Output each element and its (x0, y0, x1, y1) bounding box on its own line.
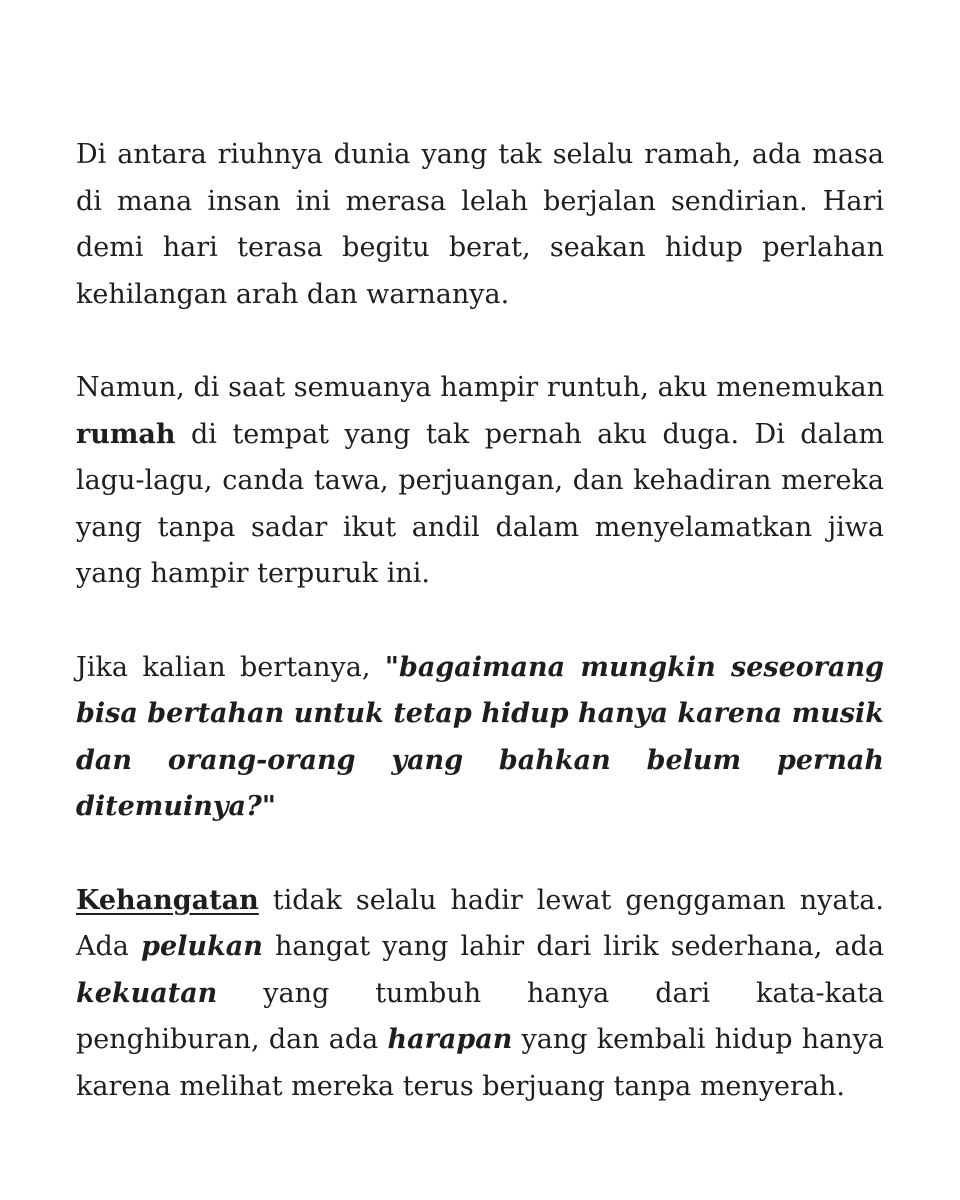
paragraph-text: hangat yang lahir dari lirik sederhana, ada (262, 931, 884, 962)
paragraph-warmth (76, 878, 884, 1111)
paragraph-question (76, 645, 884, 831)
emphasis-harapan: harapan (387, 1024, 513, 1055)
paragraph-text: yang tumbuh hanya dari kata-kata penghiburan, dan ada (76, 977, 884, 1055)
paragraph-intro: Di antara riuhnya dunia yang tak selalu ramah, ada masa di mana insan ini merasa lelah berjalan sendirian. Hari demi hari terasa begitu berat, seakan hidup perlahan kehilangan arah dan warnanya. (76, 139, 884, 310)
emphasis-pelukan: pelukan (141, 931, 263, 962)
paragraph-text: yang kembali hidup hanya karena melihat mereka terus berjuang tanpa menyerah. (76, 1024, 884, 1102)
paragraph-text: tidak selalu hadir lewat genggaman nyata. Ada (76, 884, 884, 962)
paragraph-text: Jika kalian bertanya, (76, 651, 385, 683)
quoted-question: "bagaimana mungkin seseorang bisa bertahan untuk tetap hidup hanya karena musik dan orang-orang yang bahkan belum pernah ditemuinya?" (76, 651, 884, 822)
emphasis-kekuatan: kekuatan (76, 977, 218, 1009)
emphasis-kehangatan: Kehangatan (76, 884, 259, 916)
paragraph-home (76, 365, 884, 598)
emphasis-rumah: rumah (76, 418, 176, 450)
document-body (76, 132, 884, 1157)
paragraph-text: Namun, di saat semuanya hampir runtuh, aku menemukan (76, 372, 884, 403)
paragraph-text: di tempat yang tak pernah aku duga. Di dalam lagu-lagu, canda tawa, perjuangan, dan kehadiran mereka yang tanpa sadar ikut andil dalam menyelamatkan jiwa yang hampir terpuruk ini. (76, 418, 884, 589)
